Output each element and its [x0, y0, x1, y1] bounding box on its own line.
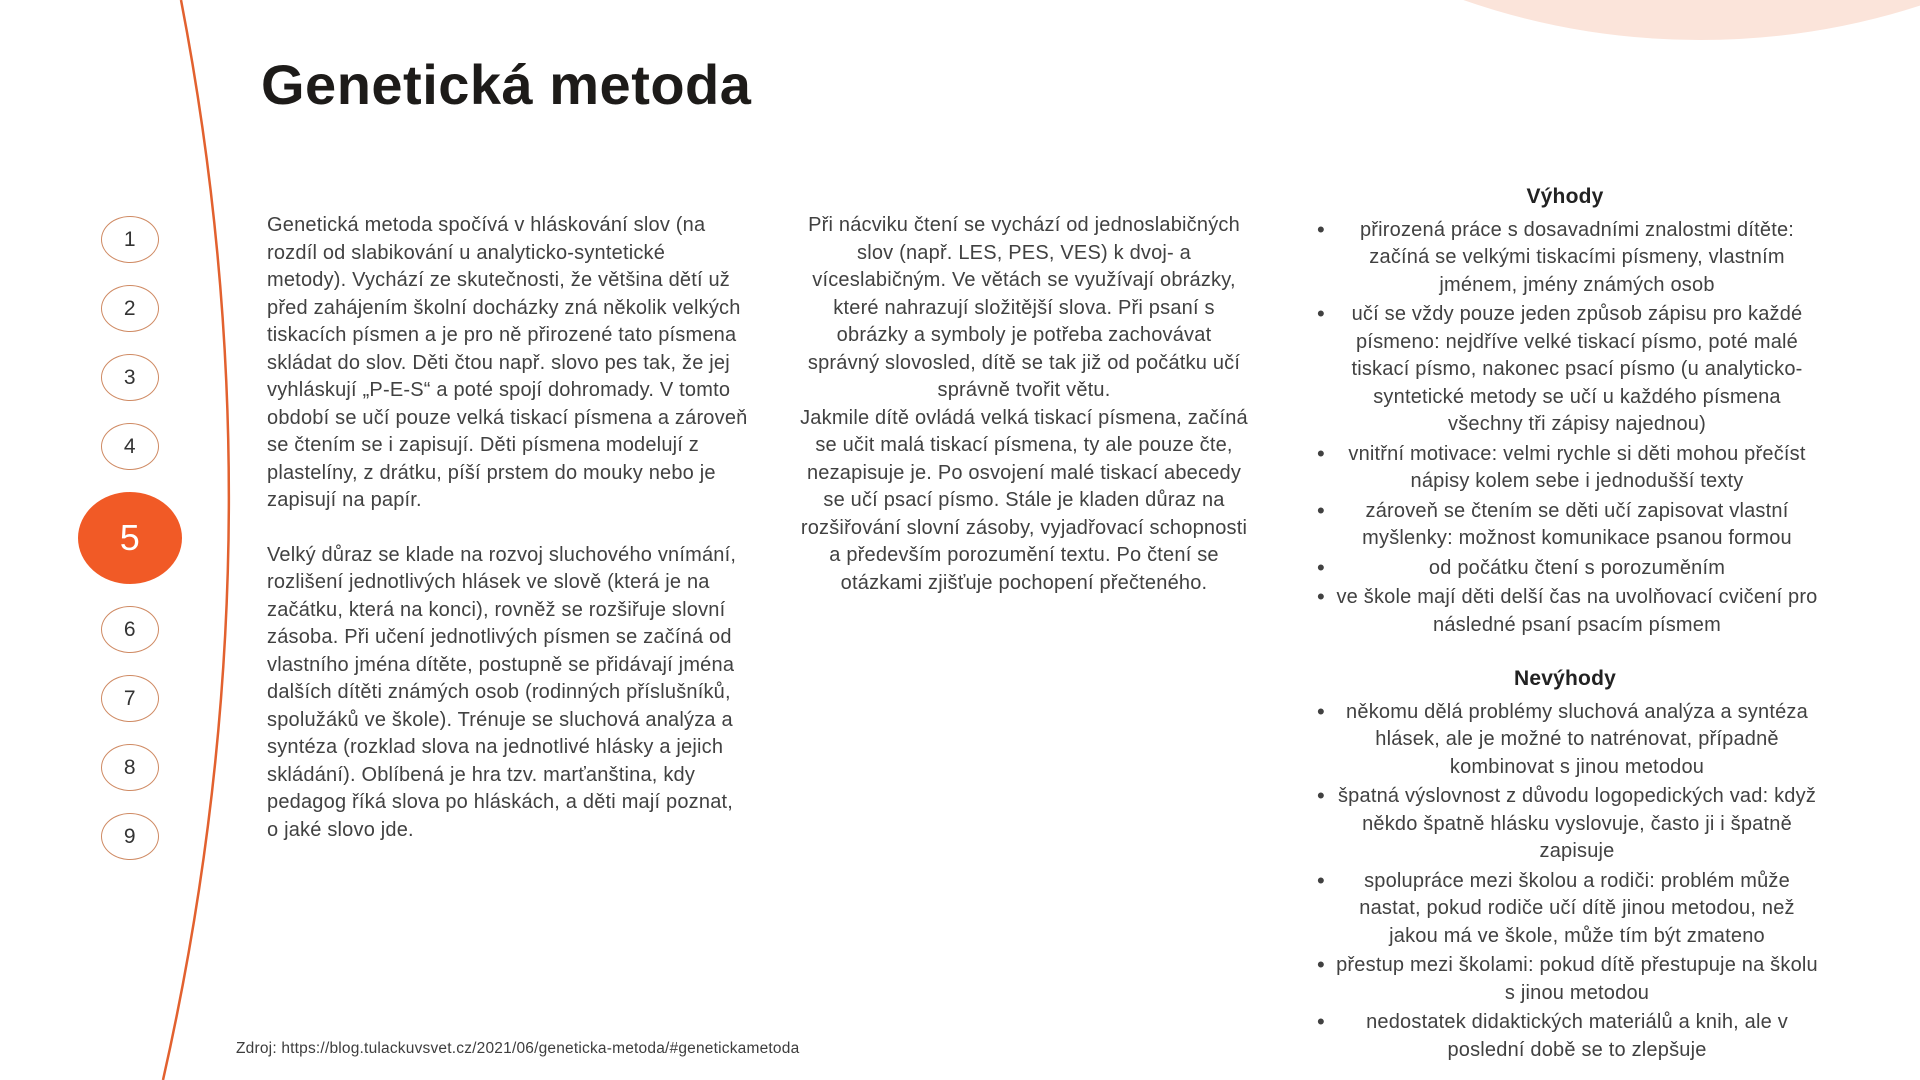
middle-paragraph-1: Při nácviku čtení se vychází od jednoslabičných slov (např. LES, PES, VES) k dvoj- a víceslabičným. Ve větách se využívají obrázky, které nahrazují složitější slova. Při psaní s obrázky a symboly je potřeba zachovávat správný slovosled, dítě se tak již od počátku učí správně tvořit větu.: [807, 214, 1241, 401]
right-text-column: [1305, 183, 1825, 1066]
disadvantages-heading: Nevýhody: [1514, 667, 1616, 690]
page-dot-8[interactable]: 8: [101, 744, 159, 791]
page-dot-7[interactable]: 7: [101, 675, 159, 722]
disadvantage-item: • špatná výslovnost z důvodu logopedických vad: když někdo špatně hlásku vyslovuje, často ji i špatně zapisuje: [1305, 783, 1825, 866]
page-dot-5-active[interactable]: 5: [78, 492, 182, 584]
left-paragraph-2: Velký důraz se klade na rozvoj sluchového vnímání, rozlišení jednotlivých hlásek ve slově (která je na začátku, která na konci), rovněž se rozšiřuje slovní zásoba. Při učení jednotlivých písmen se začíná od vlastního jména dítěte, postupně se přidávají jména dalších dítěti známých osob (rodinných příslušníků, spolužáků ve škole). Trénuje se sluchová analýza a syntéza (rozklad slova na jednotlivé hlásky a jejich skládání). Oblíbená je hra tzv. marťanština, kdy pedagog říká slova po hláskách, a děti mají poznat, o jaké slovo jde.: [267, 543, 737, 841]
disadvantages-list: [1305, 699, 1825, 1065]
source-citation: Zdroj: https://blog.tulackuvsvet.cz/2021/06/geneticka-metoda/#genetickametoda: [236, 1040, 800, 1057]
advantages-list: [1305, 217, 1825, 640]
corner-disc-decoration: [1115, 0, 1920, 25]
advantages-heading: Výhody: [1526, 185, 1604, 208]
page-number-rail: [70, 216, 190, 860]
left-paragraph-1: Genetická metoda spočívá v hláskování slov (na rozdíl od slabikování u analyticko-syntetické metody). Vychází ze skutečnosti, že většina dětí už před zahájením školní docházky zná několik velkých tiskacích písmen a je pro ně přirozené tato písmena skládat do slov. Děti čtou např. slovo pes tak, že jej vyhláskují „P-E-S“ a poté spojí dohromady. V tomto období se učí pouze velká tiskací písmena a zároveň se čtením se i zapisují. Děti písmena modelují z plastelíny, z drátku, píší prstem do mouky nebo je zapisují na papír.: [267, 214, 748, 511]
advantage-item: • přirozená práce s dosavadními znalostmi dítěte: začíná se velkými tiskacími písmeny, vlastním jménem, jmény známých osob: [1305, 217, 1825, 300]
page-dot-2[interactable]: 2: [101, 285, 159, 332]
disadvantage-item: • přestup mezi školami: pokud dítě přestupuje na školu s jinou metodou: [1305, 952, 1825, 1007]
advantage-item: • od počátku čtení s porozuměním: [1305, 555, 1825, 583]
advantage-item: • vnitřní motivace: velmi rychle si děti mohou přečíst nápisy kolem sebe i jednodušší texty: [1305, 441, 1825, 496]
page-dot-4[interactable]: 4: [101, 423, 159, 470]
disadvantage-item: • spolupráce mezi školou a rodiči: problém může nastat, pokud rodiče učí dítě jinou metodou, než jakou má ve škole, může tím být zmateno: [1305, 868, 1825, 951]
middle-text-column: [800, 212, 1248, 597]
corner-ring-decoration: [980, 0, 1920, 40]
disadvantage-item: • nedostatek didaktických materiálů a knih, ale v poslední době se to zlepšuje: [1305, 1009, 1825, 1064]
middle-paragraph-2: Jakmile dítě ovládá velká tiskací písmena, začíná se učit malá tiskací písmena, ty ale pouze čte, nezapisuje je. Po osvojení malé tiskací abecedy se učí psací písmo. Stále je kladen důraz na rozšiřování slovní zásoby, vyjadřovací schopnosti a především porozumění textu. Po čtení se otázkami zjišťuje pochopení přečteného.: [800, 406, 1248, 594]
advantage-item: • ve škole mají děti delší čas na uvolňovací cvičení pro následné psaní psacím písmem: [1305, 584, 1825, 639]
page-dot-3[interactable]: 3: [101, 354, 159, 401]
advantage-item: • učí se vždy pouze jeden způsob zápisu pro každé písmeno: nejdříve velké tiskací písmo, poté malé tiskací písmo, nakonec psací písmo (u analyticko-syntetické metody se učí u každého písmena všechny tři zápisy najednou): [1305, 301, 1825, 439]
left-text-column: [267, 212, 749, 844]
page-dot-6[interactable]: 6: [101, 606, 159, 653]
page-dot-9[interactable]: 9: [101, 813, 159, 860]
disadvantage-item: • někomu dělá problémy sluchová analýza a syntéza hlásek, ale je možné to natrénovat, případně kombinovat s jinou metodou: [1305, 699, 1825, 782]
advantage-item: • zároveň se čtením se děti učí zapisovat vlastní myšlenky: možnost komunikace psanou formou: [1305, 498, 1825, 553]
page-dot-1[interactable]: 1: [101, 216, 159, 263]
slide-title: Genetická metoda: [261, 53, 752, 116]
